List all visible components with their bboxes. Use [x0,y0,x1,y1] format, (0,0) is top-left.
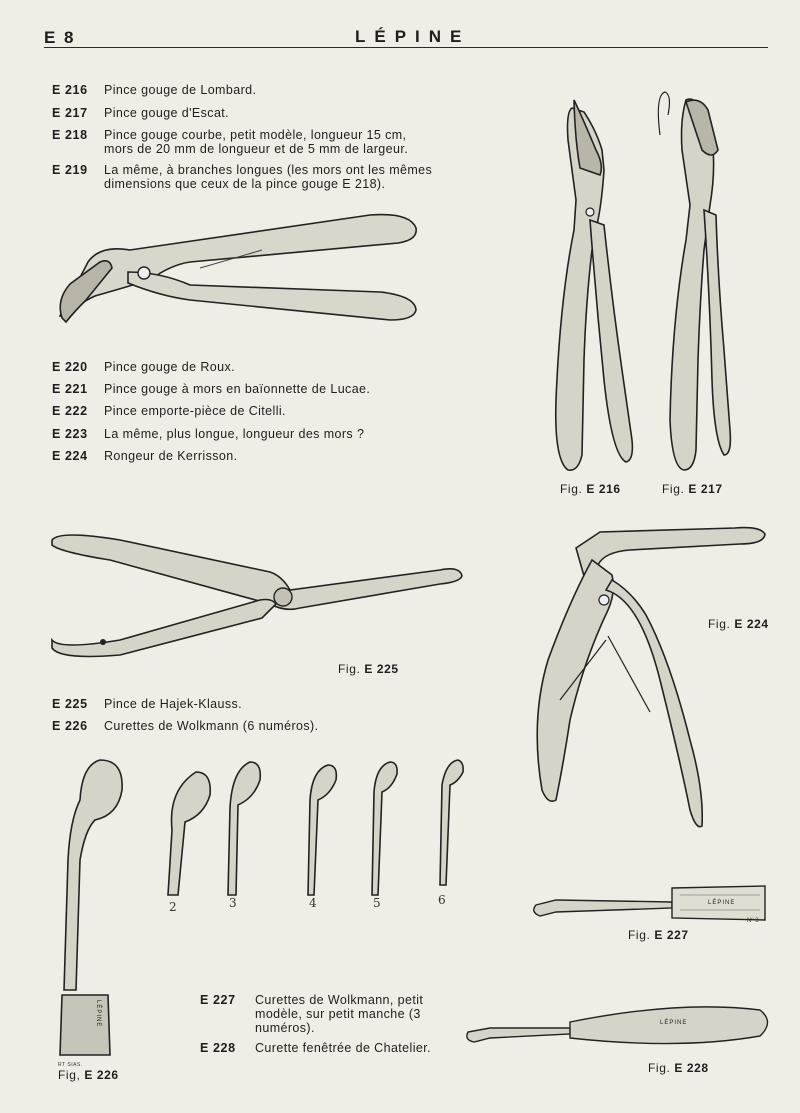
entry-code: E 220 [52,360,88,374]
engraved-number-e227: Nº 3 [747,918,759,924]
fig-caption-prefix: Fig. [628,928,651,942]
entry-text: Curettes de Wolkmann, petit modèle, sur petit manche (3 numéros). [255,993,424,1035]
engraved-brand-e227: LÉPINE [708,900,736,906]
fig-caption-e227 [628,928,689,942]
fig-caption-prefix: Fig. [662,482,685,496]
fig-caption-e216 [560,482,621,496]
entry-code: E 222 [52,404,88,418]
fig-caption-number: E 225 [364,662,399,676]
entry-code: E 224 [52,449,88,463]
entry-code: E 228 [200,1041,236,1055]
fig-caption-prefix: Fig. [708,617,731,631]
entry-code: E 225 [52,697,88,711]
entry-text: Curette fenêtrée de Chatelier. [255,1041,431,1055]
entry-code: E 226 [52,719,88,733]
engraved-brand-e228: LÉPINE [660,1020,688,1026]
fig-caption-number: E 216 [586,482,621,496]
fig-caption-number: E 217 [688,482,723,496]
entry-code: E 217 [52,106,88,120]
entry-code: E 216 [52,83,88,97]
entry-text: Rongeur de Kerrisson. [104,449,238,463]
fig-caption-number: E 228 [674,1061,709,1075]
fig-caption-e228 [648,1061,709,1075]
curette-number-4: 4 [309,896,317,910]
fig-caption-prefix: Fig. [648,1061,671,1075]
fig-caption-e217 [662,482,723,496]
entry-text: Pince gouge de Lombard. [104,83,257,97]
entry-text: Pince gouge courbe, petit modèle, longueur 15 cm, mors de 20 mm de longueur et de 5 mm de largeur. [104,128,409,156]
fig-caption-number: E 227 [654,928,689,942]
fig-caption-e224 [708,617,769,631]
engraver-signature: RT SIAS. [58,1062,83,1068]
entry-text: La même, plus longue, longueur des mors ? [104,427,365,441]
entry-code: E 223 [52,427,88,441]
entry-text: La même, à branches longues (les mors ont les mêmes dimensions que ceux de la pince gouge E 218). [104,163,433,191]
fig-caption-prefix: Fig. [560,482,583,496]
entry-text: Pince gouge d'Escat. [104,106,230,120]
page-number: E 8 [44,28,76,47]
catalog-brand: LÉPINE [355,27,471,46]
fig-caption-number: E 226 [84,1068,119,1082]
fig-caption-e226 [58,1068,119,1082]
curette-number-3: 3 [229,896,237,910]
fig-caption-e225 [338,662,399,676]
curette-number-5: 5 [373,896,381,910]
entry-text: Curettes de Wolkmann (6 numéros). [104,719,319,733]
entry-code: E 218 [52,128,88,142]
curette-number-6: 6 [438,893,446,907]
entry-code: E 219 [52,163,88,177]
entry-text: Pince gouge à mors en baïonnette de Lucae. [104,382,371,396]
fig-caption-prefix: Fig. [338,662,361,676]
entry-text: Pince emporte-pièce de Citelli. [104,404,286,418]
entry-text: Pince de Hajek-Klauss. [104,697,243,711]
entry-code: E 227 [200,993,236,1007]
entry-code: E 221 [52,382,88,396]
fig-caption-prefix: Fig, [58,1068,81,1082]
curette-number-2: 2 [169,900,177,914]
entry-text: Pince gouge de Roux. [104,360,236,374]
fig-caption-number: E 224 [734,617,769,631]
engraved-brand-e226: LÉPINE [95,1000,101,1028]
